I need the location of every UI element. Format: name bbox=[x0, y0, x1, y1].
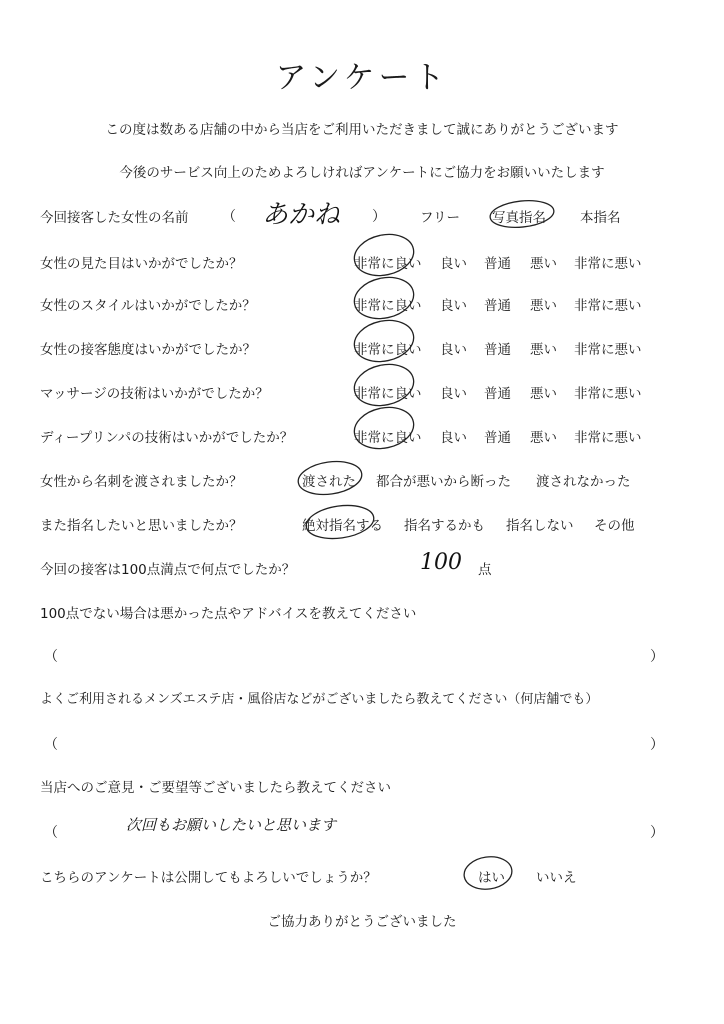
rating-question-looks: 女性の見た目はいかがでしたか？ bbox=[40, 256, 243, 272]
rating-option-very-bad[interactable]: 非常に悪い bbox=[574, 298, 642, 314]
rating-option-good[interactable]: 良い bbox=[440, 430, 467, 446]
advice-paren-open: （ bbox=[44, 649, 58, 665]
publish-question-label: こちらのアンケートは公開してもよろしいでしょうか？ bbox=[40, 870, 377, 886]
rating-option-normal[interactable]: 普通 bbox=[484, 342, 511, 358]
rating-option-very-good[interactable]: 非常に良い bbox=[354, 430, 422, 446]
rating-option-bad[interactable]: 悪い bbox=[530, 298, 557, 314]
rating-option-good[interactable]: 良い bbox=[440, 256, 467, 272]
repeat-option-definitely[interactable]: 絶対指名する bbox=[302, 518, 383, 534]
name-paren-open: （ bbox=[222, 209, 236, 225]
rating-option-normal[interactable]: 普通 bbox=[484, 298, 511, 314]
advice-question-label: 100点でない場合は悪かった点やアドバイスを教えてください bbox=[40, 606, 417, 622]
opinion-question-label: 当店へのご意見・ご要望等ございましたら教えてください bbox=[40, 780, 391, 796]
rating-option-very-bad[interactable]: 非常に悪い bbox=[574, 386, 642, 402]
rating-option-very-bad[interactable]: 非常に悪い bbox=[574, 342, 642, 358]
rating-option-normal[interactable]: 普通 bbox=[484, 256, 511, 272]
rating-option-normal[interactable]: 普通 bbox=[484, 430, 511, 446]
score-answer: 100 bbox=[420, 550, 462, 575]
other-shops-question-label: よくご利用されるメンズエステ店・風俗店などがございましたら教えてください（何店舗でも） bbox=[40, 692, 599, 707]
rating-option-very-good[interactable]: 非常に良い bbox=[354, 298, 422, 314]
name-option-regular[interactable]: 本指名 bbox=[580, 210, 621, 226]
score-unit: 点 bbox=[478, 562, 492, 578]
name-option-free[interactable]: フリー bbox=[420, 210, 460, 226]
rating-option-bad[interactable]: 悪い bbox=[530, 386, 557, 402]
repeat-option-no[interactable]: 指名しない bbox=[506, 518, 574, 534]
rating-question-lymph: ディープリンパの技術はいかがでしたか？ bbox=[40, 430, 294, 446]
rating-option-bad[interactable]: 悪い bbox=[530, 342, 557, 358]
closing-message: ご協力ありがとうございました bbox=[267, 914, 457, 930]
rating-option-good[interactable]: 良い bbox=[440, 342, 467, 358]
other-shops-paren-open: （ bbox=[44, 737, 58, 753]
advice-paren-close: ） bbox=[650, 649, 664, 665]
rating-question-massage: マッサージの技術はいかがでしたか？ bbox=[40, 386, 269, 402]
publish-option-no[interactable]: いいえ bbox=[536, 870, 577, 886]
card-question-label: 女性から名刺を渡されましたか？ bbox=[40, 474, 243, 490]
repeat-option-maybe[interactable]: 指名するかも bbox=[404, 518, 485, 534]
rating-option-very-good[interactable]: 非常に良い bbox=[354, 256, 422, 272]
intro-line-2: 今後のサービス向上のためよろしければアンケートにご協力をお願いいたします bbox=[119, 165, 605, 181]
name-answer: あかね bbox=[262, 200, 341, 230]
card-option-not-received[interactable]: 渡されなかった bbox=[536, 474, 631, 490]
rating-option-good[interactable]: 良い bbox=[440, 386, 467, 402]
rating-option-very-bad[interactable]: 非常に悪い bbox=[574, 430, 642, 446]
other-shops-paren-close: ） bbox=[650, 737, 664, 753]
name-paren-close: ） bbox=[372, 209, 386, 225]
repeat-option-other[interactable]: その他 bbox=[594, 518, 635, 534]
opinion-paren-close: ） bbox=[650, 825, 664, 841]
card-option-declined[interactable]: 都合が悪いから断った bbox=[376, 474, 511, 490]
name-question-label: 今回接客した女性の名前 bbox=[40, 210, 189, 226]
rating-question-style: 女性のスタイルはいかがでしたか？ bbox=[40, 298, 256, 314]
rating-option-very-bad[interactable]: 非常に悪い bbox=[574, 256, 642, 272]
opinion-paren-open: （ bbox=[44, 825, 58, 841]
intro-line-1: この度は数ある店舗の中から当店をご利用いただきまして誠にありがとうございます bbox=[105, 122, 619, 138]
card-option-received[interactable]: 渡された bbox=[302, 474, 356, 490]
name-option-photo[interactable]: 写真指名 bbox=[492, 210, 546, 226]
rating-option-very-good[interactable]: 非常に良い bbox=[354, 386, 422, 402]
publish-option-yes[interactable]: はい bbox=[478, 870, 505, 886]
rating-question-attitude: 女性の接客態度はいかがでしたか？ bbox=[40, 342, 256, 358]
rating-option-bad[interactable]: 悪い bbox=[530, 256, 557, 272]
page-title: アンケート bbox=[275, 60, 449, 96]
opinion-answer[interactable]: 次回もお願いしたいと思います bbox=[126, 816, 337, 834]
repeat-question-label: また指名したいと思いましたか？ bbox=[40, 518, 243, 534]
score-question-label: 今回の接客は100点満点で何点でしたか？ bbox=[40, 562, 296, 578]
rating-option-bad[interactable]: 悪い bbox=[530, 430, 557, 446]
rating-option-very-good[interactable]: 非常に良い bbox=[354, 342, 422, 358]
rating-option-normal[interactable]: 普通 bbox=[484, 386, 511, 402]
rating-option-good[interactable]: 良い bbox=[440, 298, 467, 314]
